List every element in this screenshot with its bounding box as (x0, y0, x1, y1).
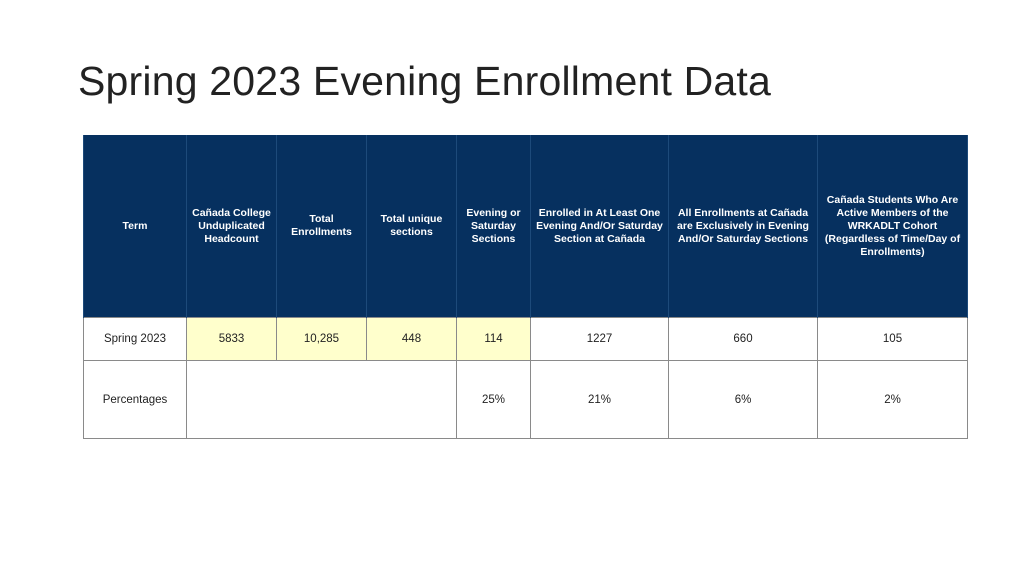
header-exclusively: All Enrollments at Cañada are Exclusively in Evening And/Or Saturday Sections (669, 135, 818, 318)
table-row-percentages (84, 361, 968, 439)
header-total-enrollments: Total Enrollments (277, 135, 367, 318)
cell-wrkadlt-pct: 2% (818, 361, 968, 439)
slide-title: Spring 2023 Evening Enrollment Data (78, 58, 772, 104)
enrollment-table (83, 135, 968, 439)
table-header-row (84, 135, 968, 318)
table-row-spring-2023 (84, 318, 968, 361)
cell-term: Spring 2023 (84, 318, 187, 361)
cell-term: Percentages (84, 361, 187, 439)
cell-at-least-one-pct: 21% (531, 361, 669, 439)
cell-total-enrollments: 10,285 (277, 318, 367, 361)
cell-at-least-one: 1227 (531, 318, 669, 361)
header-unique-sections: Total unique sections (367, 135, 457, 318)
cell-exclusively: 660 (669, 318, 818, 361)
header-headcount: Cañada College Unduplicated Headcount (187, 135, 277, 318)
cell-wrkadlt: 105 (818, 318, 968, 361)
header-wrkadlt: Cañada Students Who Are Active Members of the WRKADLT Cohort (Regardless of Time/Day of Enrollments) (818, 135, 968, 318)
header-evening-sections: Evening or Saturday Sections (457, 135, 531, 318)
cell-evening-sections-pct: 25% (457, 361, 531, 439)
cell-unique-sections: 448 (367, 318, 457, 361)
cell-evening-sections: 114 (457, 318, 531, 361)
cell-empty-merged (187, 361, 457, 439)
header-term: Term (84, 135, 187, 318)
cell-exclusively-pct: 6% (669, 361, 818, 439)
header-at-least-one: Enrolled in At Least One Evening And/Or Saturday Section at Cañada (531, 135, 669, 318)
cell-headcount: 5833 (187, 318, 277, 361)
